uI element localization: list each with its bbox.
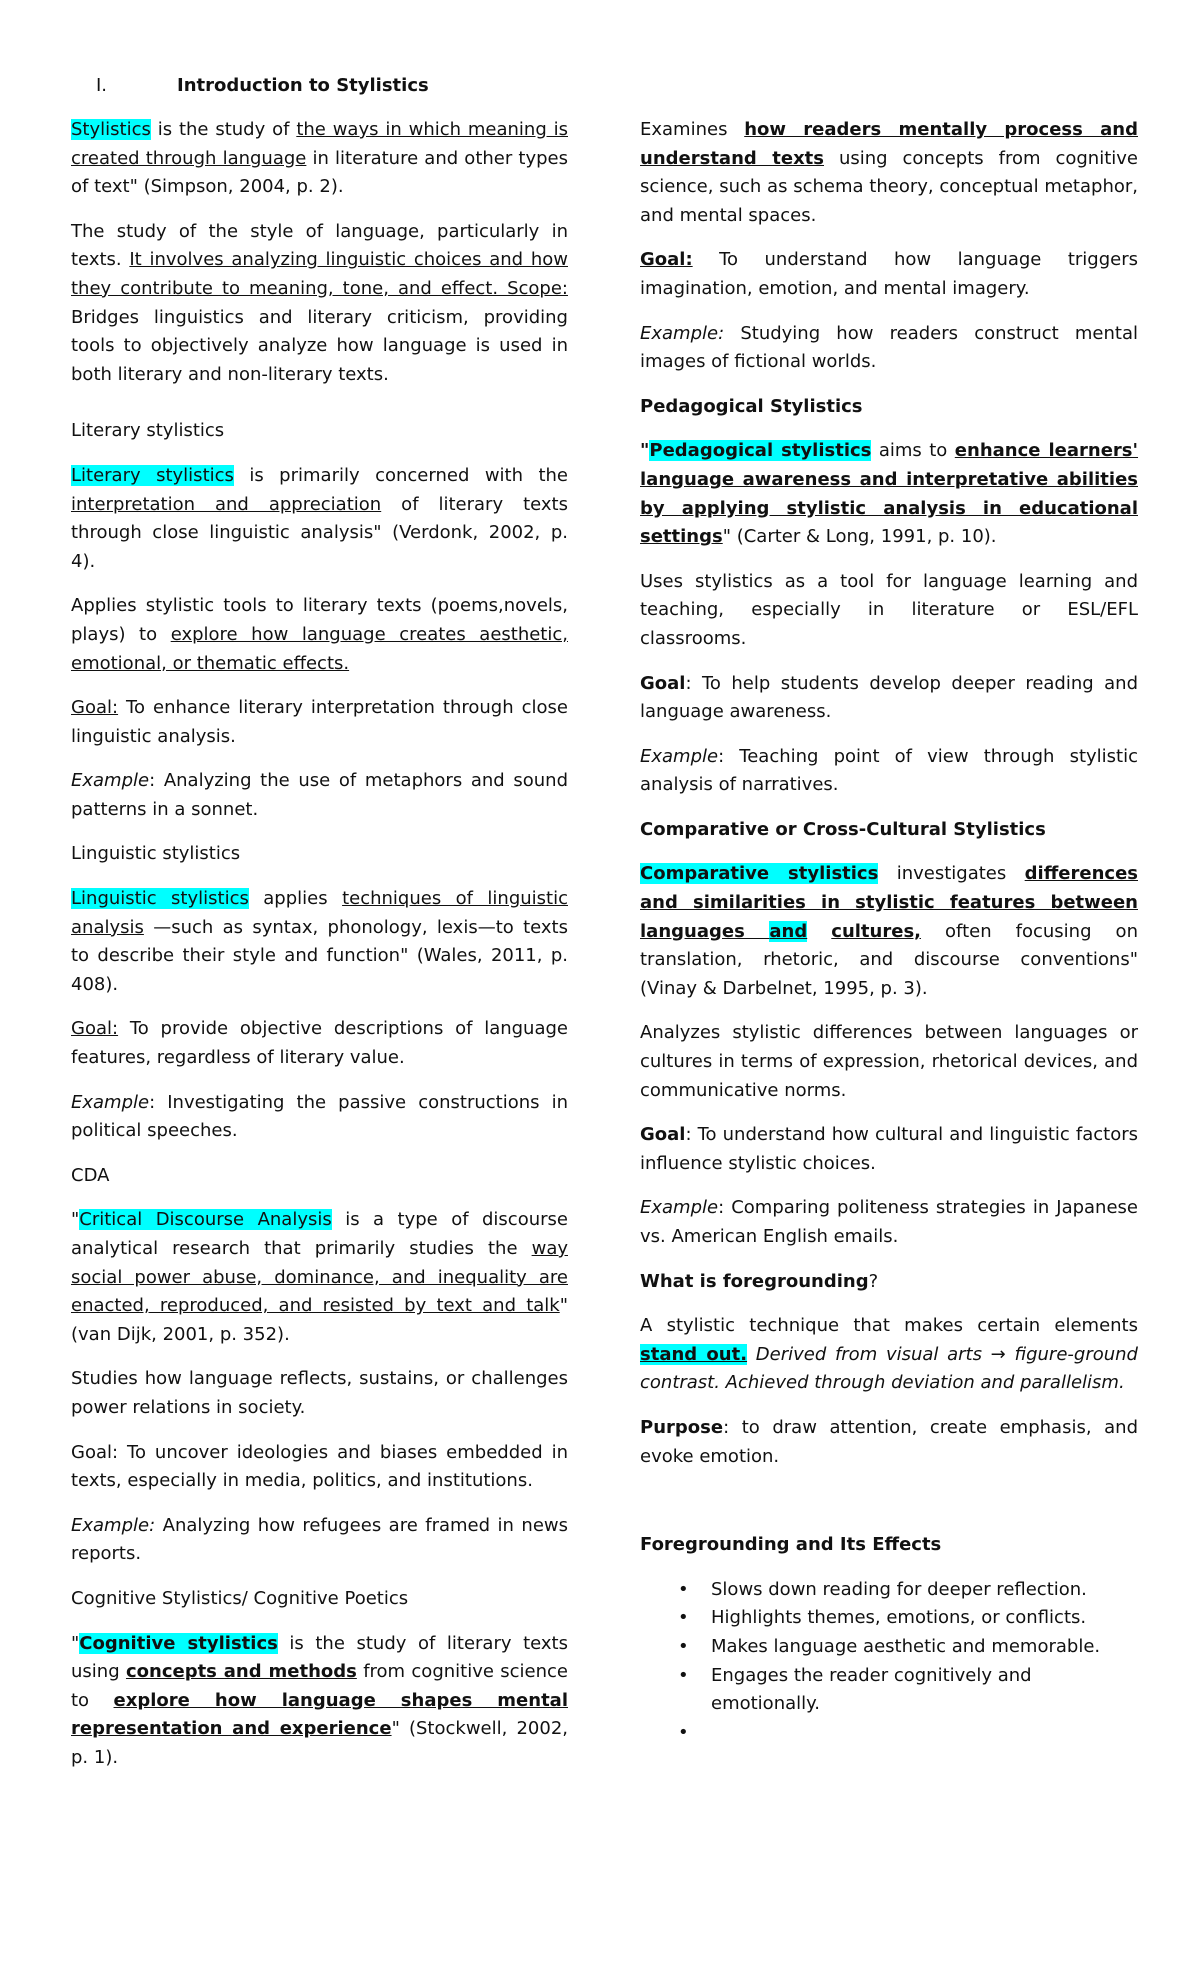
pedagogical-goal: Goal: To help students develop deeper reading and language awareness. <box>640 672 1138 723</box>
pedagogical-uses: Uses stylistics as a tool for language learning and teaching, especially in literature or ESL/EFL classrooms. <box>640 570 1138 649</box>
section-number: I. <box>96 75 108 96</box>
cognitive-example: Example: Studying how readers construct mental images of fictional worlds. <box>640 322 1138 373</box>
list-item: • Highlights themes, emotions, or conflicts. <box>640 1604 1138 1633</box>
bullet-icon: • <box>678 1607 689 1629</box>
list-item: • Makes language aesthetic and memorable. <box>640 1633 1138 1662</box>
bullet-icon: • <box>678 1578 689 1600</box>
literary-goal: Goal: To enhance literary interpretation through close linguistic analysis. <box>71 697 568 747</box>
cda-example: Example: Analyzing how refugees are framed in news reports. <box>71 1514 568 1565</box>
pedagogical-definition: "Pedagogical stylistics aims to enhance learners' language awareness and interpretative abilities by applying stylistic analysis in educational settings" (Carter & Long, 1991, p. 10). <box>640 440 1139 548</box>
pedagogical-heading: Pedagogical Stylistics <box>640 395 863 417</box>
list-item: • Engages the reader cognitively and emotionally. <box>640 1662 1138 1719</box>
foregrounding-heading: What is foregrounding? <box>640 1270 879 1292</box>
effects-list <box>640 1576 1138 1748</box>
bullet-icon: • <box>678 1635 689 1657</box>
linguistic-heading: Linguistic stylistics <box>71 843 241 865</box>
right-column <box>640 116 1138 1747</box>
literary-heading: Literary stylistics <box>71 420 225 442</box>
comparative-analyzes: Analyzes stylistic differences between languages or cultures in terms of expression, rhetorical devices, and communicative norms. <box>640 1022 1138 1101</box>
stylistics-definition: Stylistics is the study of the ways in which meaning is created through language in literature and other types of text" (Simpson, 2004, p. 2). <box>71 119 568 198</box>
comparative-definition: Comparative stylistics investigates differences and similarities in stylistic features between languages and cultures, often focusing on translation, rhetoric, and discourse conventions" (Vinay & Darbelnet, 1995, p. 3). <box>640 863 1138 999</box>
cognitive-examines: Examines how readers mentally process and understand texts using concepts from cognitive science, such as schema theory, conceptual metaphor, and mental spaces. <box>640 119 1138 226</box>
stylistics-description: The study of the style of language, particularly in texts. It involves analyzing linguistic choices and how they contribute to meaning, tone, and effect. Scope: Bridges linguistics and literary criticism, providing tools to objectively analyze how language is used in both literary and non-literary texts. <box>71 220 568 385</box>
cognitive-heading: Cognitive Stylistics/ Cognitive Poetics <box>71 1587 409 1609</box>
effects-heading: Foregrounding and Its Effects <box>640 1534 942 1556</box>
pedagogical-example: Example: Teaching point of view through stylistic analysis of narratives. <box>640 745 1138 796</box>
foregrounding-definition: A stylistic technique that makes certain elements stand out. Derived from visual arts → figure-ground contrast. Achieved through deviation and parallelism. <box>640 1315 1138 1394</box>
comparative-heading: Comparative or Cross-Cultural Stylistics <box>640 818 1046 840</box>
cda-studies: Studies how language reflects, sustains, or challenges power relations in society. <box>71 1368 568 1418</box>
bullet-icon: • <box>678 1664 689 1686</box>
section-heading <box>96 72 429 100</box>
cda-goal: Goal: To uncover ideologies and biases embedded in texts, especially in media, politics, and institutions. <box>71 1441 568 1492</box>
cda-heading: CDA <box>71 1164 110 1186</box>
linguistic-example: Example: Investigating the passive constructions in political speeches. <box>71 1091 568 1142</box>
literary-example: Example: Analyzing the use of metaphors and sound patterns in a sonnet. <box>71 770 568 820</box>
linguistic-definition: Linguistic stylistics applies techniques of linguistic analysis —such as syntax, phonology, lexis—to texts to describe their style and function" (Wales, 2011, p. 408). <box>71 888 568 995</box>
list-item: • Slows down reading for deeper reflection. <box>640 1576 1138 1605</box>
cognitive-definition: "Cognitive stylistics is the study of literary texts using concepts and methods from cognitive science to explore how language shapes mental representation and experience" (Stockwell, 2002, p. 1). <box>71 1632 569 1768</box>
section-title: Introduction to Stylistics <box>177 75 429 96</box>
literary-definition: Literary stylistics is primarily concerned with the interpretation and appreciation of literary texts through close linguistic analysis" (Verdonk, 2002, p. 4). <box>71 464 568 572</box>
comparative-goal: Goal: To understand how cultural and linguistic factors influence stylistic choices. <box>640 1124 1138 1174</box>
cognitive-goal: Goal: To understand how language triggers imagination, emotion, and mental imagery. <box>640 249 1138 299</box>
bullet-icon: • <box>678 1721 689 1743</box>
highlight-term: Stylistics <box>71 119 151 140</box>
foregrounding-purpose: Purpose: to draw attention, create emphasis, and evoke emotion. <box>640 1416 1138 1467</box>
list-item <box>640 1719 1138 1748</box>
comparative-example: Example: Comparing politeness strategies in Japanese vs. American English emails. <box>640 1197 1138 1247</box>
literary-applies: Applies stylistic tools to literary texts (poems,novels, plays) to explore how language creates aesthetic, emotional, or thematic effects. <box>71 595 568 674</box>
linguistic-goal: Goal: To provide objective descriptions of language features, regardless of literary value. <box>71 1018 568 1069</box>
cda-definition: "Critical Discourse Analysis is a type of discourse analytical research that primarily studies the way social power abuse, dominance, and inequality are enacted, reproduced, and resisted by text and talk" (van Dijk, 2001, p. 352). <box>71 1209 568 1345</box>
left-column <box>71 116 568 1789</box>
